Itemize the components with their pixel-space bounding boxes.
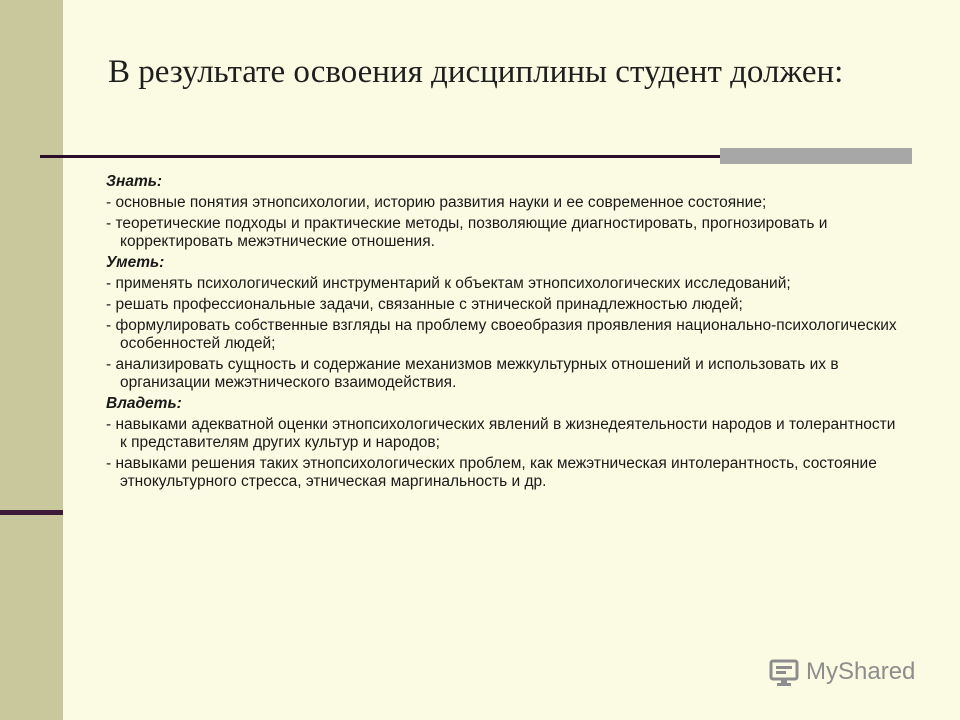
section-heading: Знать:: [106, 173, 163, 190]
watermark-text: MyShared: [806, 658, 916, 685]
section-able: [106, 254, 906, 392]
list-item: - решать профессиональные задачи, связанные с этнической принадлежностью людей;: [106, 296, 743, 313]
list-item: - формулировать собственные взгляды на проблему своеобразия проявления национально-психологических особенностей людей;: [106, 317, 897, 352]
left-bar-rule: [0, 510, 63, 515]
slide-content: [106, 170, 906, 494]
list-item: - теоретические подходы и практические методы, позволяющие диагностировать, прогнозировать и корректировать межэтнические отношения.: [106, 215, 828, 250]
left-decor-bar: [0, 0, 63, 720]
section-know: [106, 173, 906, 251]
section-master: [106, 395, 906, 491]
slide-title: В результате освоения дисциплины студент должен:: [108, 54, 844, 90]
watermark: [768, 656, 915, 688]
section-heading: Владеть:: [106, 395, 182, 412]
list-item: - основные понятия этнопсихологии, историю развития науки и ее современное состояние;: [106, 194, 767, 211]
list-item: - навыками решения таких этнопсихологических проблем, как межэтническая интолерантность, состояние этнокультурного стресса, этническая маргинальность и др.: [106, 455, 877, 490]
section-heading: Уметь:: [106, 254, 165, 271]
title-rule: [40, 155, 720, 158]
monitor-icon: [768, 656, 800, 688]
list-item: - применять психологический инструментарий к объектам этнопсихологических исследований;: [106, 275, 791, 292]
list-item: - навыками адекватной оценки этнопсихологических явлений в жизнедеятельности народов и толерантности к представителям других культур и народов;: [106, 416, 896, 451]
list-item: - анализировать сущность и содержание механизмов межкультурных отношений и использовать их в организации межэтнического взаимодействия.: [106, 356, 839, 391]
title-rule-accent: [720, 148, 912, 164]
